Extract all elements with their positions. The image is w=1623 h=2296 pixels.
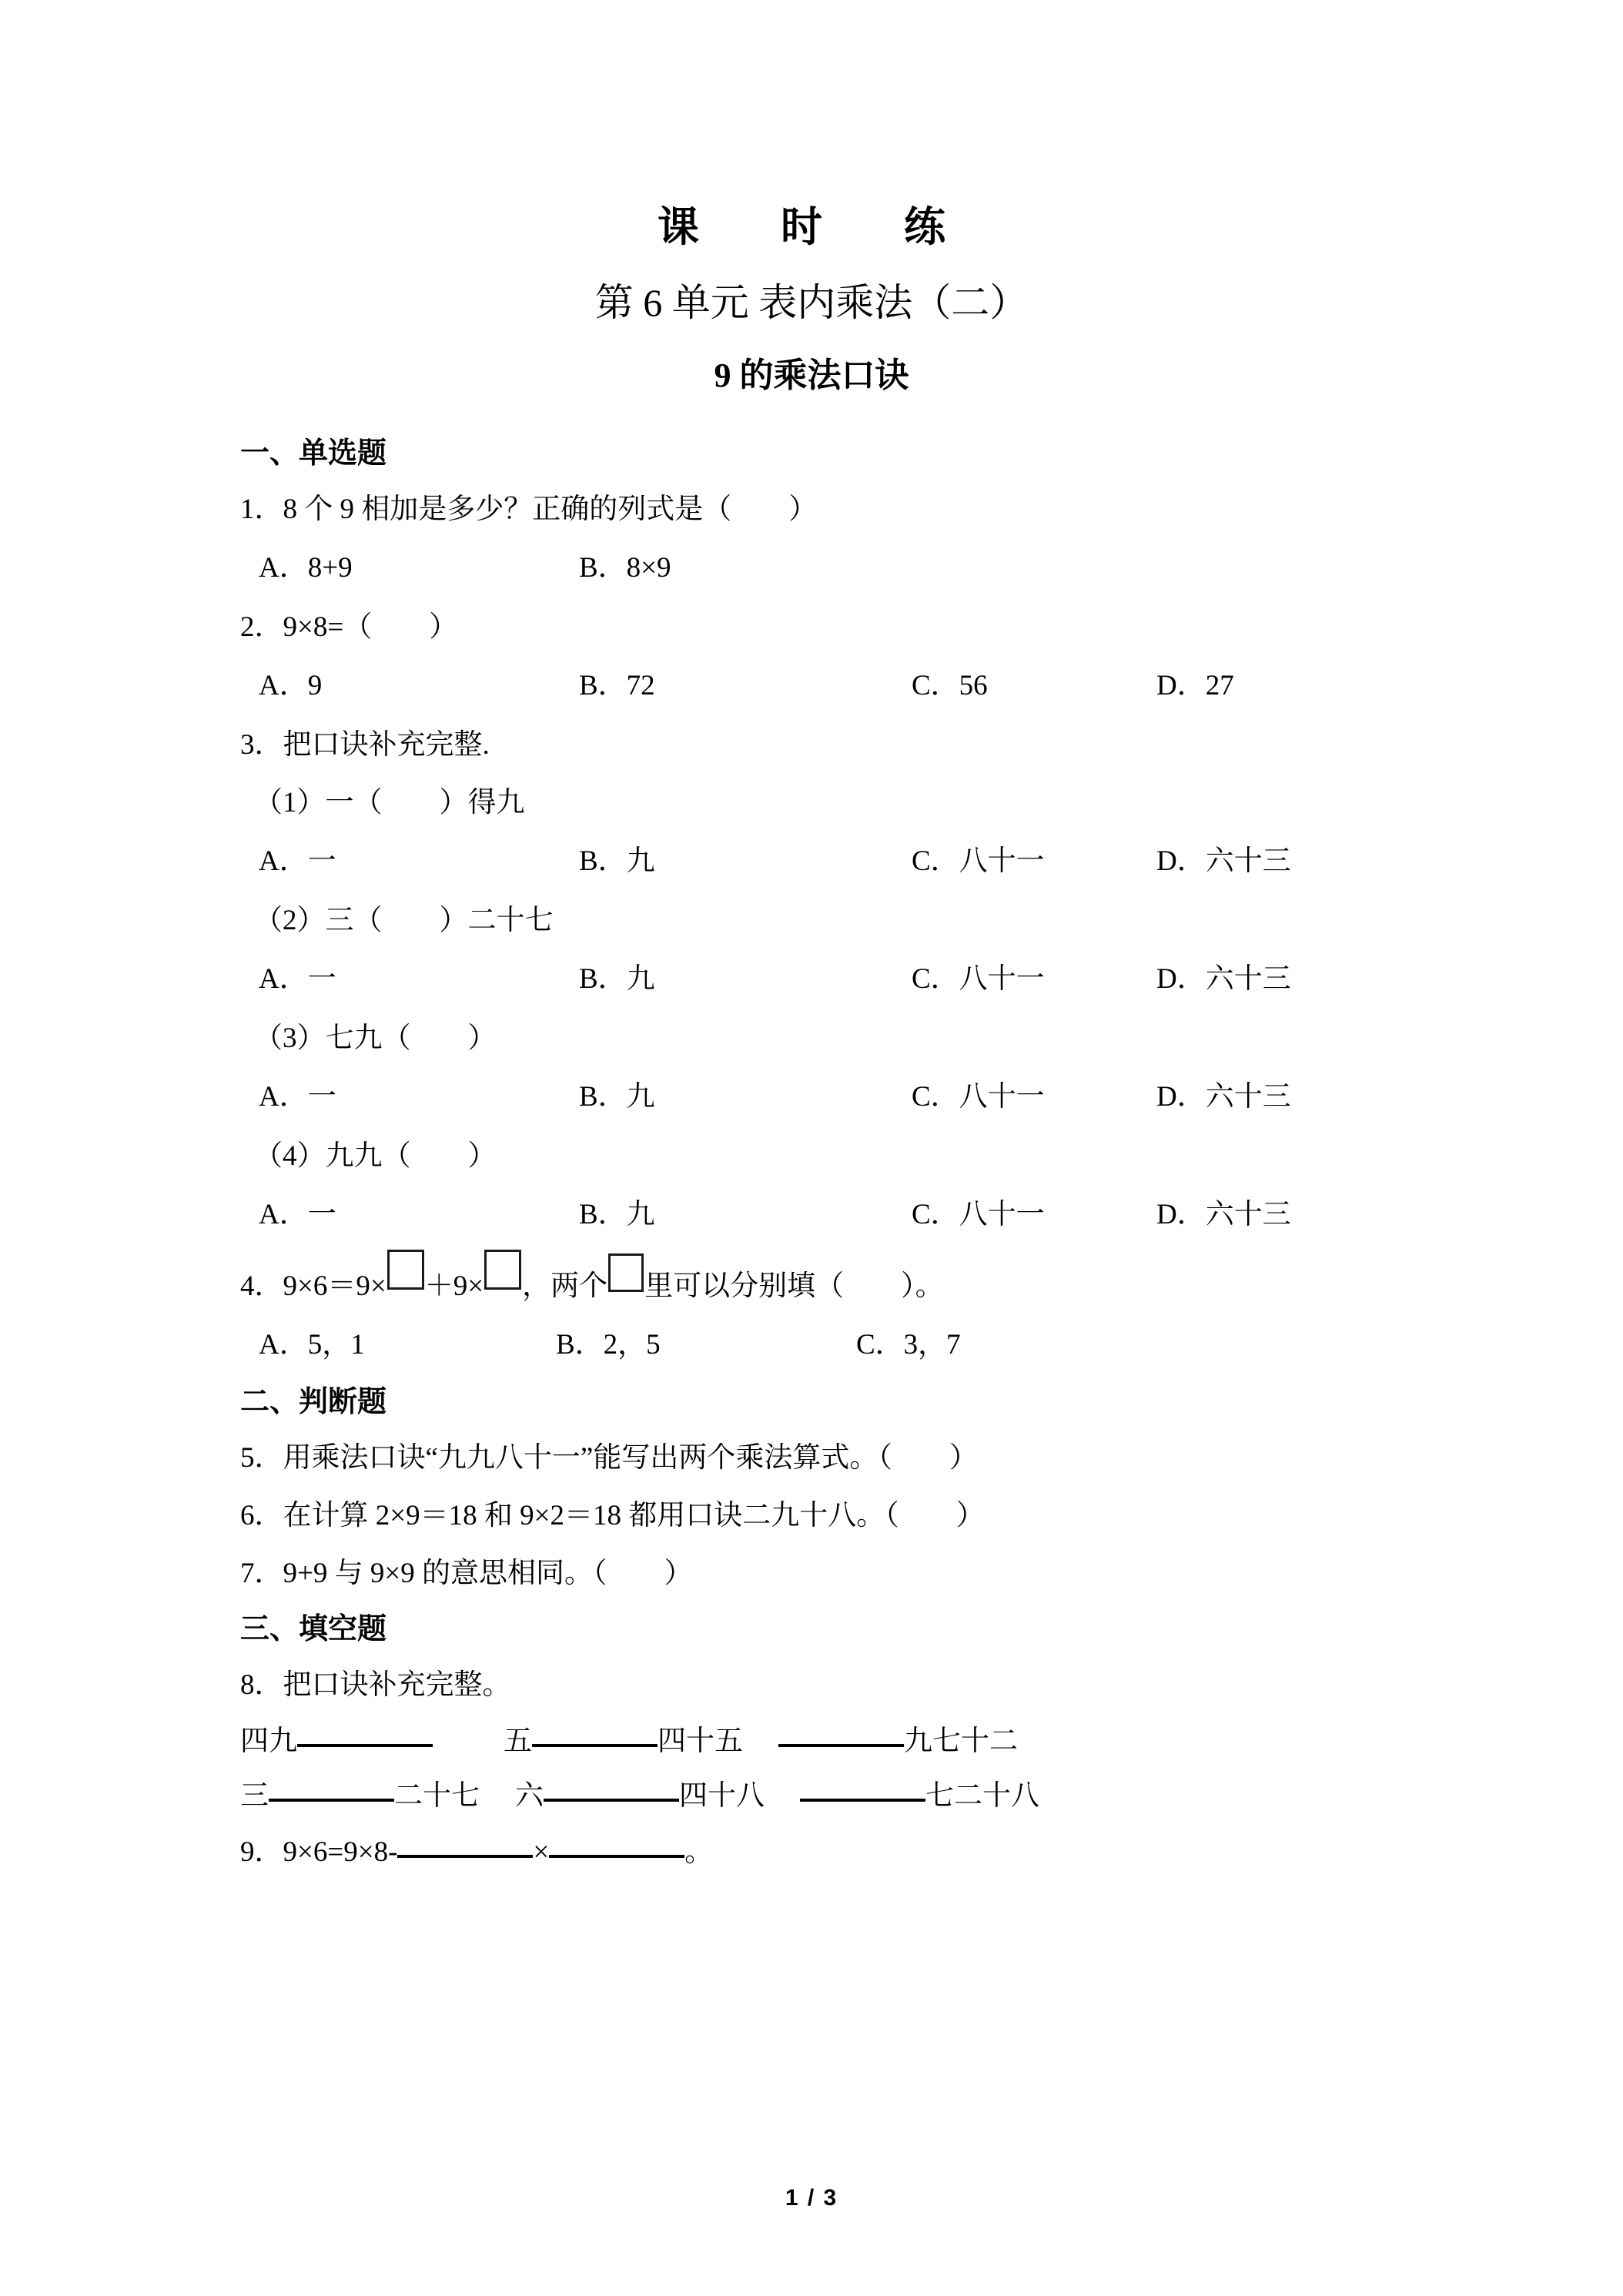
- question-3-sub-2-options: [240, 949, 1508, 1009]
- question-2-option-a[interactable]: A．9: [259, 670, 323, 701]
- question-8-row-2-part-3: 六: [515, 1780, 544, 1812]
- question-9-text: [240, 1823, 1508, 1881]
- question-3-sub-4-option-b[interactable]: B．九: [579, 1199, 655, 1230]
- question-3-sub-1-option-a[interactable]: A．一: [259, 845, 336, 877]
- page-title: 课 时 练: [658, 204, 965, 250]
- question-4-after-boxes: ，两个: [522, 1270, 608, 1302]
- question-3-sub-3-option-c[interactable]: C．八十一: [912, 1081, 1045, 1113]
- question-3-text: 3．把口诀补充完整.: [240, 729, 490, 761]
- worksheet-content: [0, 427, 1623, 1881]
- section-heading-single-choice: 一、单选题: [240, 437, 387, 470]
- unit-title: 第 6 单元 表内乘法（二）: [594, 281, 1029, 324]
- question-3-sub-3-text: （3）七九（ ）: [254, 1022, 497, 1054]
- question-7-text: 7．9+9 与 9×9 的意思相同。（ ）: [240, 1558, 693, 1589]
- answer-box-2[interactable]: [484, 1250, 521, 1290]
- question-3-sub-3-option-a[interactable]: A．一: [259, 1081, 336, 1113]
- question-8-row-1-part-1: 四九: [240, 1725, 297, 1757]
- question-4-options: [240, 1315, 1508, 1375]
- question-9-suffix: 。: [684, 1836, 714, 1868]
- question-3-sub-2-option-a[interactable]: A．一: [259, 963, 336, 995]
- question-1-text: 1．8 个 9 相加是多少？正确的列式是（ ）: [240, 494, 818, 525]
- question-2-option-b[interactable]: B．72: [579, 670, 655, 701]
- question-5-text: 5．用乘法口诀“九九八十一”能写出两个乘法算式。（ ）: [240, 1442, 978, 1474]
- question-2-text: 2．9×8=（ ）: [240, 611, 458, 643]
- question-3-sub-1-options: [240, 832, 1508, 892]
- question-4-option-b[interactable]: B．2，5: [556, 1329, 661, 1361]
- page-number: 1 / 3: [785, 2185, 838, 2211]
- question-8-row-2-part-1: 三: [240, 1780, 269, 1812]
- question-6-text: 6．在计算 2×9＝18 和 9×2＝18 都用口诀二九十八。（ ）: [240, 1500, 985, 1531]
- section-heading-fill-blank: 三、填空题: [240, 1613, 387, 1645]
- question-3-sub-4-options: [240, 1185, 1508, 1245]
- question-4-tail: 里可以分别填（ ）。: [644, 1270, 944, 1302]
- question-9-blank-2[interactable]: [549, 1855, 684, 1858]
- question-3-sub-4-option-c[interactable]: C．八十一: [912, 1199, 1045, 1230]
- question-4-text: [240, 1245, 1508, 1315]
- question-8-blank-6[interactable]: [800, 1799, 925, 1802]
- question-8-row-2-part-4: 四十八: [679, 1780, 765, 1812]
- question-3-sub-2-option-b[interactable]: B．九: [579, 963, 655, 995]
- question-8-blank-3[interactable]: [778, 1744, 904, 1747]
- question-2-option-c[interactable]: C．56: [912, 670, 988, 701]
- question-8-blank-2[interactable]: [532, 1744, 658, 1747]
- question-3-sub-4-text: （4）九九（ ）: [254, 1140, 497, 1172]
- question-8-text: 8．把口诀补充完整。: [240, 1669, 511, 1701]
- question-3-sub-2-option-c[interactable]: C．八十一: [912, 963, 1045, 995]
- answer-box-1[interactable]: [387, 1250, 424, 1290]
- question-3-sub-2-text: （2）三（ ）二十七: [254, 905, 554, 936]
- question-3-sub-4-option-d[interactable]: D．六十三: [1156, 1199, 1291, 1230]
- question-3-sub-4-option-a[interactable]: A．一: [259, 1199, 336, 1230]
- question-8-blank-5[interactable]: [544, 1799, 679, 1802]
- question-2-option-d[interactable]: D．27: [1156, 670, 1234, 701]
- question-8-row-1: [240, 1714, 1508, 1769]
- question-8-row-1-part-2: 五: [504, 1725, 532, 1757]
- question-9-prefix: 9．9×6=9×8-: [240, 1836, 398, 1868]
- question-9-mid: ×: [533, 1836, 550, 1868]
- question-1-options: [240, 538, 1508, 598]
- question-3-sub-2-option-d[interactable]: D．六十三: [1156, 963, 1291, 995]
- question-3-sub-1-option-b[interactable]: B．九: [579, 845, 655, 877]
- question-8-row-2-part-2: 二十七: [394, 1780, 480, 1812]
- question-3-sub-3-options: [240, 1067, 1508, 1127]
- question-8-blank-1[interactable]: [297, 1744, 433, 1747]
- question-2-options: [240, 656, 1508, 716]
- question-8-row-1-part-3: 四十五: [658, 1725, 743, 1757]
- section-heading-true-false: 二、判断题: [240, 1386, 387, 1418]
- question-4-mid: ＋9×: [424, 1270, 484, 1302]
- answer-box-3[interactable]: [608, 1253, 644, 1292]
- question-1-option-a[interactable]: A．8+9: [259, 552, 353, 584]
- question-9-blank-1[interactable]: [397, 1855, 533, 1858]
- lesson-title: 9 的乘法口诀: [714, 356, 909, 394]
- question-8-row-1-part-4: 九七十二: [904, 1725, 1018, 1757]
- question-3-sub-1-option-c[interactable]: C．八十一: [912, 845, 1045, 877]
- question-4-prefix: 4．9×6＝9×: [240, 1270, 387, 1302]
- question-3-sub-1-option-d[interactable]: D．六十三: [1156, 845, 1291, 877]
- question-3-sub-1-text: （1）一（ ）得九: [254, 787, 525, 818]
- question-8-row-2-part-5: 七二十八: [925, 1780, 1039, 1812]
- question-1-option-b[interactable]: B．8×9: [579, 552, 671, 584]
- question-4-option-a[interactable]: A．5，1: [259, 1329, 365, 1361]
- question-3-sub-3-option-d[interactable]: D．六十三: [1156, 1081, 1291, 1113]
- question-8-row-2: [240, 1769, 1508, 1823]
- question-4-option-c[interactable]: C．3，7: [856, 1329, 961, 1361]
- question-8-blank-4[interactable]: [269, 1799, 394, 1802]
- question-3-sub-3-option-b[interactable]: B．九: [579, 1081, 655, 1113]
